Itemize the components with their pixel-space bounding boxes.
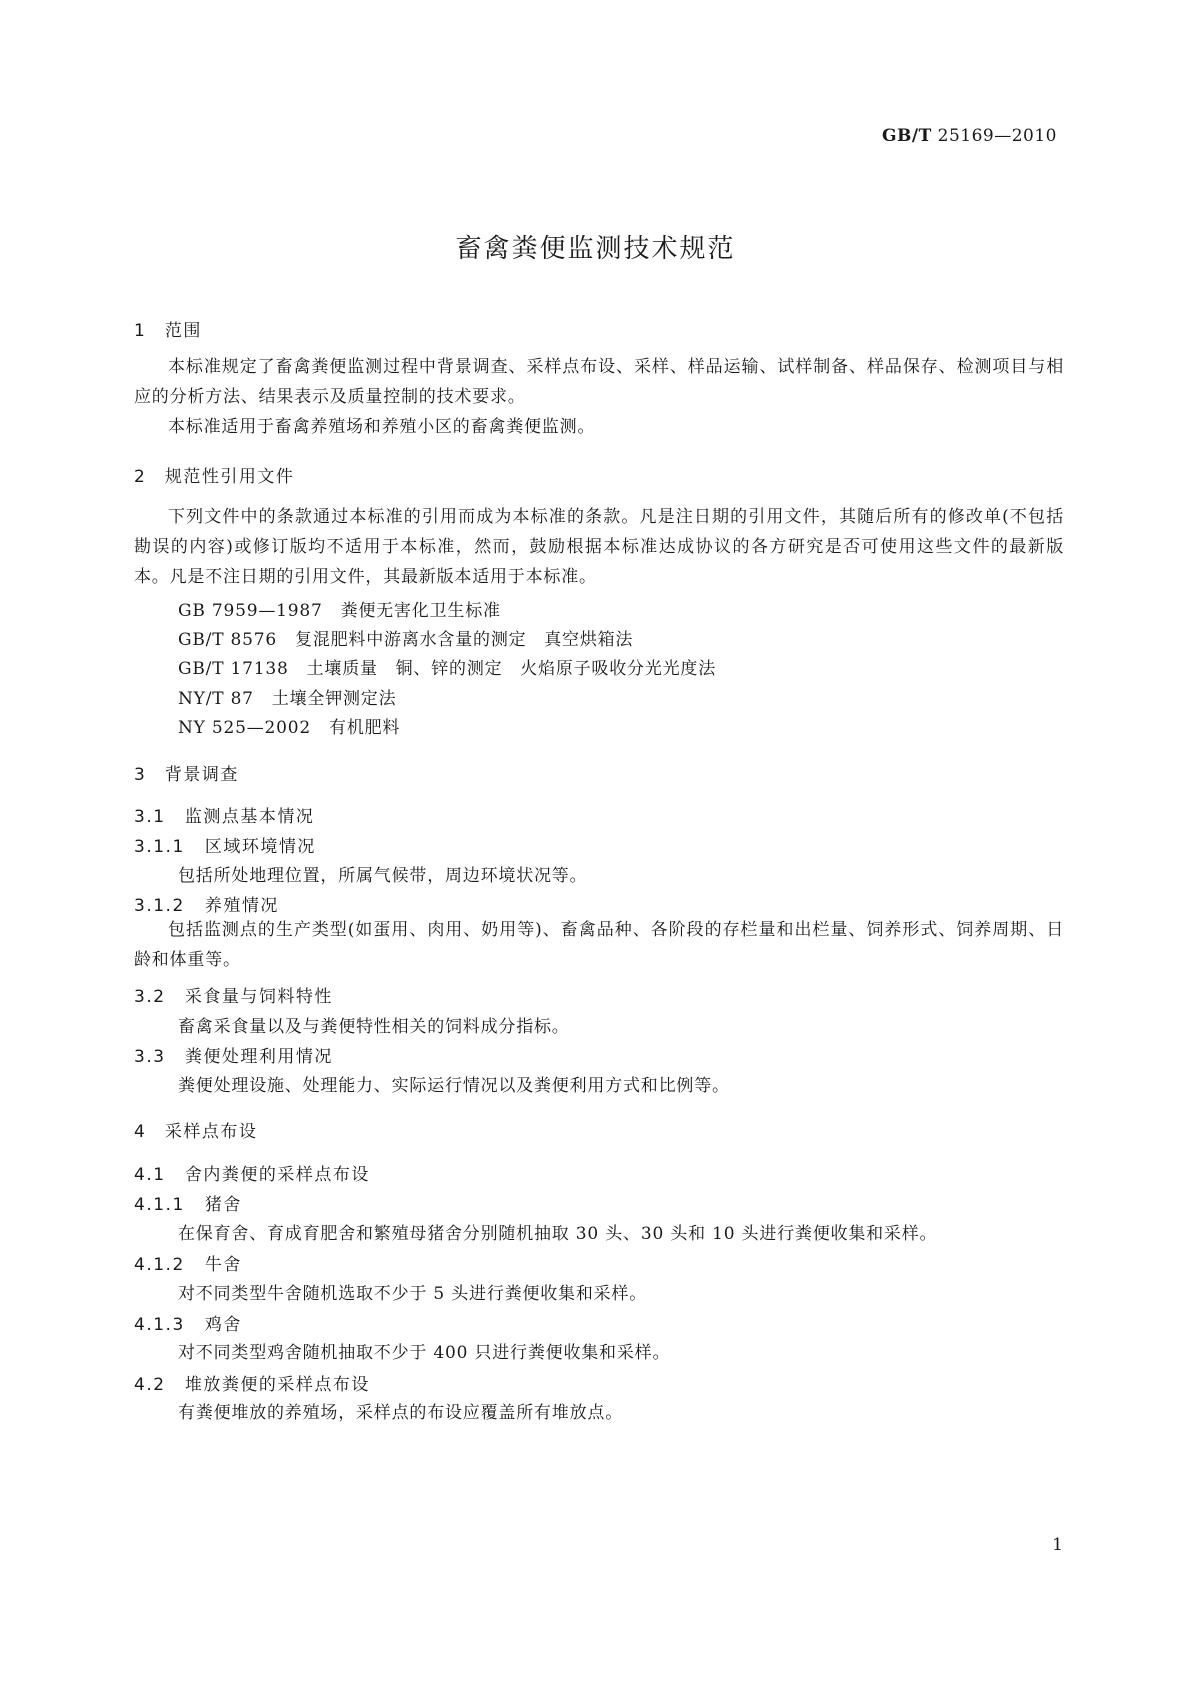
section-number: 1 <box>134 321 147 341</box>
section-title: 养殖情况 <box>204 896 279 916</box>
section-3-1-1-heading <box>134 832 316 857</box>
section-4-1-3-text: 对不同类型鸡舍随机抽取不少于 400 只进行粪便收集和采样。 <box>178 1343 671 1363</box>
section-number: 3 <box>134 765 147 785</box>
section-number: 4.2 <box>134 1375 166 1395</box>
section-number: 4.1.1 <box>134 1195 185 1215</box>
reference-item <box>178 654 716 679</box>
section-number: 3.1.1 <box>134 837 185 857</box>
section-3-3-text: 粪便处理设施、处理能力、实际运行情况以及粪便利用方式和比例等。 <box>178 1076 730 1096</box>
document-title: 畜禽粪便监测技术规范 <box>455 234 736 264</box>
reference-item <box>178 684 396 709</box>
section-title: 鸡舍 <box>204 1315 242 1335</box>
section-title: 范围 <box>164 321 202 341</box>
section-title: 堆放粪便的采样点布设 <box>184 1375 370 1395</box>
section-title: 粪便处理利用情况 <box>184 1047 333 1067</box>
section-title: 采样点布设 <box>164 1122 258 1142</box>
section-title: 采食量与饲料特性 <box>184 987 333 1007</box>
section-3-2-heading <box>134 982 333 1007</box>
section-4-1-3-heading <box>134 1310 242 1335</box>
section-title: 区域环境情况 <box>204 837 316 857</box>
section-2-paragraph-1: 下列文件中的条款通过本标准的引用而成为本标准的条款。凡是注日期的引用文件，其随后所有的修改单(不包括勘误的内容)或修订版均不适用于本标准，然而，鼓励根据本标准达成协议的各方研究是否可使用这些文件的最新版本。凡是不注日期的引用文件，其最新版本适用于本标准。 <box>134 507 1064 587</box>
reference-title: 土壤质量 铜、锌的测定 火焰原子吸收分光光度法 <box>306 659 717 679</box>
reference-title: 粪便无害化卫生标准 <box>340 601 501 621</box>
section-4-1-1-heading <box>134 1190 242 1215</box>
reference-code: GB 7959—1987 <box>178 601 323 621</box>
reference-title: 土壤全钾测定法 <box>271 689 397 709</box>
standard-code <box>882 126 1057 146</box>
section-4-1-heading <box>134 1160 370 1185</box>
reference-title: 有机肥料 <box>329 718 401 738</box>
section-1-paragraph-1: 本标准规定了畜禽粪便监测过程中背景调查、采样点布设、采样、样品运输、试样制备、样品保存、检测项目与相应的分析方法、结果表示及质量控制的技术要求。 <box>134 357 1064 407</box>
section-4-2-text: 有粪便堆放的养殖场，采样点的布设应覆盖所有堆放点。 <box>178 1403 623 1423</box>
section-number: 4.1 <box>134 1165 166 1185</box>
standard-code-prefix: GB/T <box>882 126 932 146</box>
reference-code: NY/T 87 <box>178 689 254 709</box>
section-3-heading <box>134 760 239 785</box>
section-number: 4 <box>134 1122 147 1142</box>
section-2-heading <box>134 462 294 487</box>
section-1-paragraph-2: 本标准适用于畜禽养殖场和养殖小区的畜禽粪便监测。 <box>168 417 596 437</box>
section-number: 4.1.3 <box>134 1315 185 1335</box>
reference-item <box>178 596 501 621</box>
section-number: 2 <box>134 467 147 487</box>
reference-title: 复混肥料中游离水含量的测定 真空烘箱法 <box>295 630 634 650</box>
section-title: 牛舍 <box>204 1255 242 1275</box>
section-3-1-heading <box>134 802 314 827</box>
reference-item <box>178 625 633 650</box>
section-title: 猪舍 <box>204 1195 242 1215</box>
section-number: 3.3 <box>134 1047 166 1067</box>
section-title: 舍内粪便的采样点布设 <box>184 1165 370 1185</box>
standard-code-number: 25169—2010 <box>937 126 1057 146</box>
section-3-1-2-text: 包括监测点的生产类型(如蛋用、肉用、奶用等)、畜禽品种、各阶段的存栏量和出栏量、饲养形式、饲养周期、日龄和体重等。 <box>134 920 1064 970</box>
section-3-3-heading <box>134 1042 333 1067</box>
section-1-heading <box>134 316 202 341</box>
section-4-2-heading <box>134 1370 370 1395</box>
page-number: 1 <box>1052 1535 1063 1555</box>
section-3-2-text: 畜禽采食量以及与粪便特性相关的饲料成分指标。 <box>178 1017 570 1037</box>
section-title: 监测点基本情况 <box>184 807 315 827</box>
section-number: 3.1 <box>134 807 166 827</box>
reference-item <box>178 713 400 738</box>
section-title: 背景调查 <box>164 765 239 785</box>
reference-code: NY 525—2002 <box>178 718 312 738</box>
section-3-1-1-text: 包括所处地理位置，所属气候带，周边环境状况等。 <box>178 866 588 886</box>
reference-code: GB/T 8576 <box>178 630 278 650</box>
reference-code: GB/T 17138 <box>178 659 289 679</box>
section-4-1-2-text: 对不同类型牛舍随机选取不少于 5 头进行粪便收集和采样。 <box>178 1284 648 1304</box>
section-4-1-2-heading <box>134 1250 242 1275</box>
section-4-heading <box>134 1117 257 1142</box>
section-3-1-2-heading <box>134 891 279 916</box>
section-number: 3.2 <box>134 987 166 1007</box>
section-number: 3.1.2 <box>134 896 185 916</box>
section-title: 规范性引用文件 <box>164 467 295 487</box>
section-4-1-1-text: 在保育舍、育成育肥舍和繁殖母猪舍分别随机抽取 30 头、30 头和 10 头进行粪便收集和采样。 <box>178 1224 938 1244</box>
section-number: 4.1.2 <box>134 1255 185 1275</box>
